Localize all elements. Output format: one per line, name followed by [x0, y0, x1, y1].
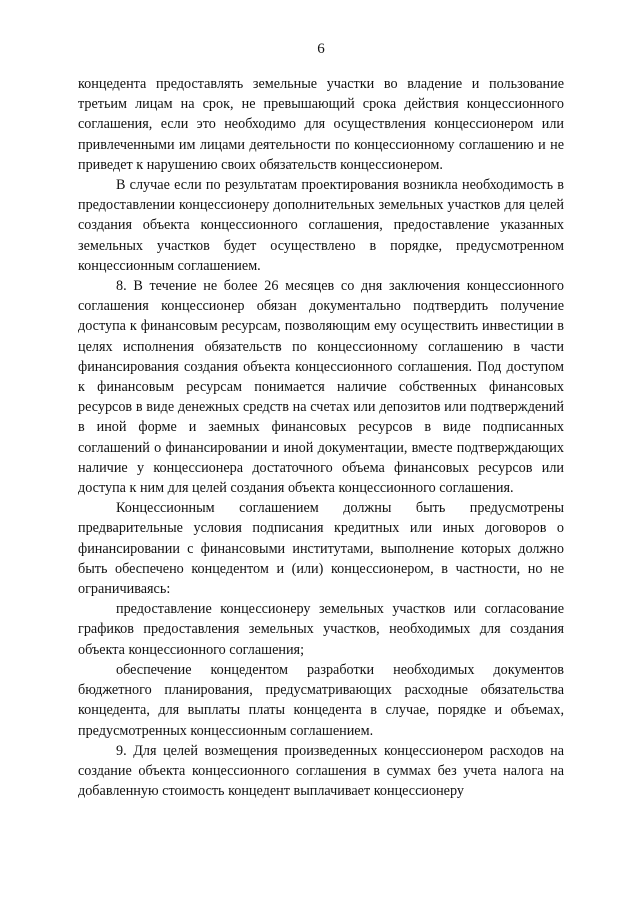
- paragraph-4: Концессионным соглашением должны быть предусмотрены предварительные условия подписания кредитных или иных договоров о финансировании с финансовыми институтами, выполнение которых должно быть обеспечено концедентом и (или) концессионером, в частности, но не ограничиваясь:: [78, 500, 564, 598]
- paragraph-7: 9. Для целей возмещения произведенных концессионером расходов на создание объекта концессионного соглашения в суммах без учета налога на добавленную стоимость концедент выплачивает концессионеру: [78, 742, 564, 800]
- paragraph-3: 8. В течение не более 26 месяцев со дня заключения концессионного соглашения концессионер обязан документально подтвердить получение доступа к финансовым ресурсам, позволяющим ему осуществить инвестиции в целях исполнения обязательств по концессионному соглашению в части финансирования создания объекта концессионного соглашения. Под доступом к финансовым ресурсам понимается наличие собственных финансовых ресурсов в виде денежных средств на счетах или депозитов или подтверждений в иной форме и заемных финансовых ресурсов в виде подписанных соглашений о финансировании и иной документации, вместе подтверждающих наличие у концессионера достаточного объема финансовых ресурсов или доступа к ним для целей создания объекта концессионного соглашения.: [78, 278, 564, 497]
- page-number: 6: [317, 41, 325, 57]
- paragraph-5: предоставление концессионеру земельных участков или согласование графиков предоставления земельных участков, необходимых для создания объекта концессионного соглашения;: [78, 601, 564, 658]
- paragraph-2: В случае если по результатам проектирования возникла необходимость в предоставлении концессионеру дополнительных земельных участков для целей создания объекта концессионного соглашения, предоставление указанных земельных участков будет осуществлено в порядке, предусмотренном концессионным соглашением.: [78, 177, 564, 274]
- document-body: [78, 74, 564, 801]
- document-page: [78, 0, 564, 905]
- paragraph-6: обеспечение концедентом разработки необходимых документов бюджетного планирования, предусматривающих расходные обязательства концедента, для выплаты платы концедента в случае, порядке и объемах, предусмотренных концессионным соглашением.: [78, 661, 564, 739]
- paragraph-1: концедента предоставлять земельные участки во владение и пользование третьим лицам на срок, не превышающий срока действия концессионного соглашения, если это необходимо для осуществления концессионером или привлеченными им лицами деятельности по концессионному соглашению и не приведет к нарушению своих обязательств концессионером.: [78, 76, 564, 173]
